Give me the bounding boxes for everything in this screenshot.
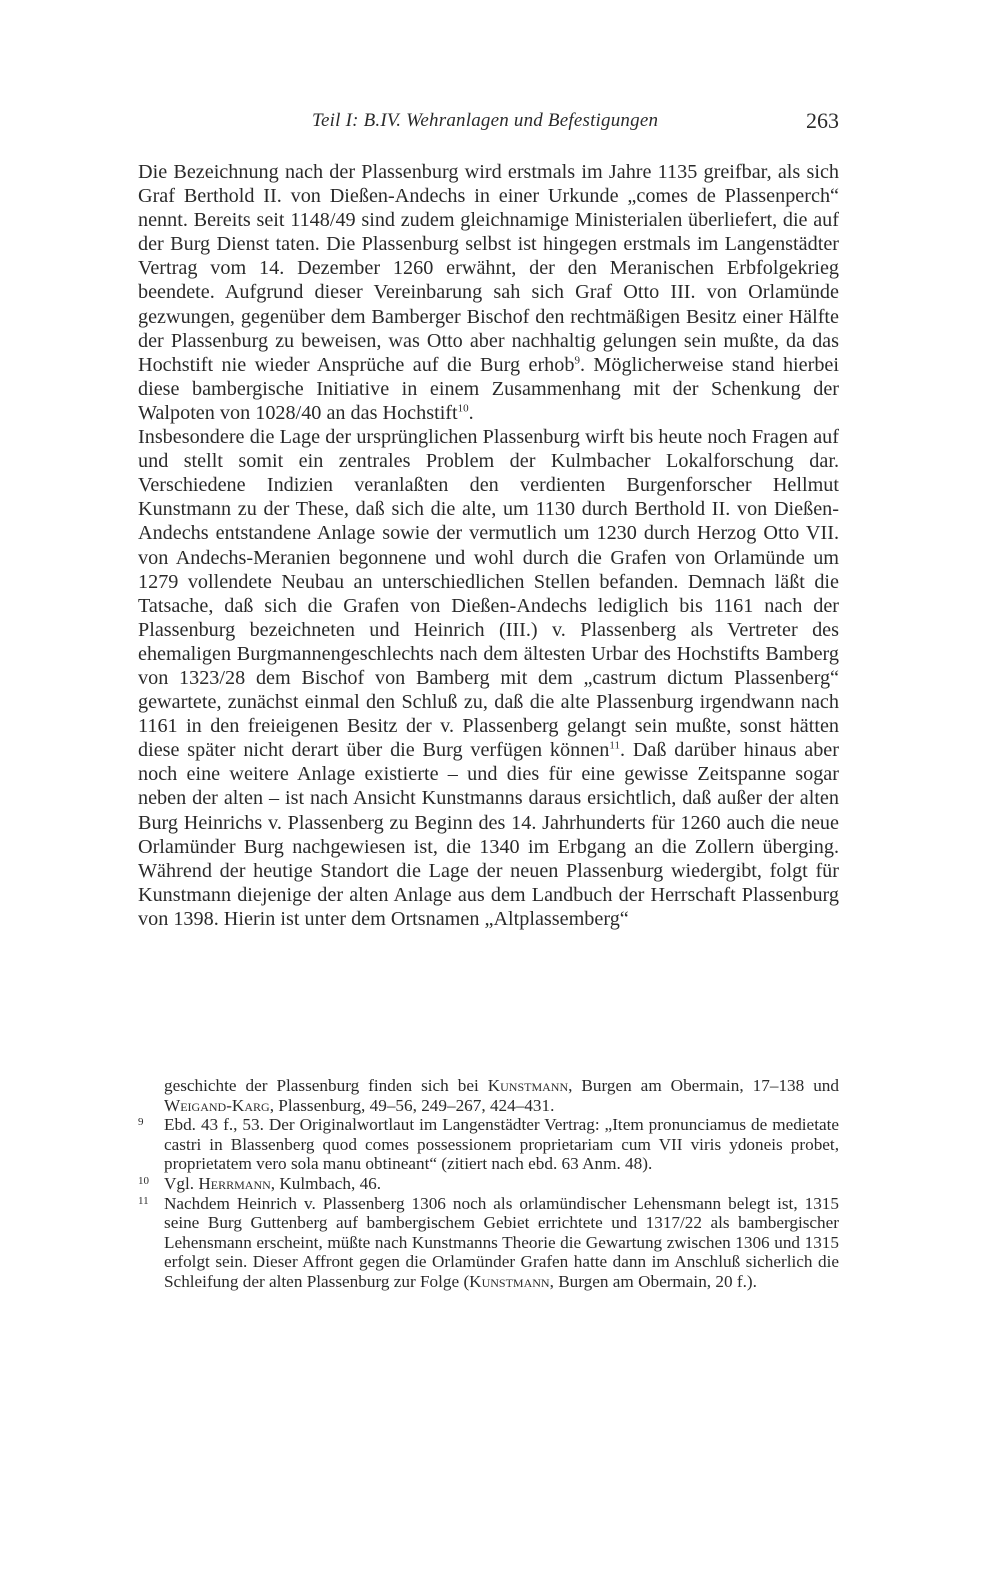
running-head-title: Teil I: B.IV. Wehranlagen und Befestigungen xyxy=(312,110,659,131)
author-name: Weigand-Karg xyxy=(164,1095,270,1115)
footnote-text: Nachdem Heinrich v. Plassenberg 1306 noch als orlamündischer Lehensmann belegt ist, 1315 seine Burg Guttenberg auf bambergischem Gebiet errichtete und 1317/22 als bambergischer Lehensmann erscheint, müßte nach Kunstmanns Theorie die Gewartung zwischen 1306 und 1315 erfolgt sein. Dieser Affront gegen die Orlamünder Grafen hatte dann im Anschluß sicherlich die Schleifung der alten Plassenburg zur Folge ( xyxy=(164,1193,839,1291)
footnote-11 xyxy=(138,1194,839,1292)
body-text xyxy=(138,160,839,931)
footnote-continued-text-3: , Plassenburg, 49–56, 249–267, 424–431. xyxy=(269,1095,555,1115)
page xyxy=(138,110,839,931)
running-head xyxy=(138,110,839,142)
footnote-9 xyxy=(138,1115,839,1174)
footnote-continued-text-1: geschichte der Plassenburg finden sich bei xyxy=(164,1076,488,1095)
paragraph-2 xyxy=(138,425,839,931)
footnote-text: , Burgen am Obermain, 20 f.). xyxy=(549,1271,757,1291)
paragraph-2-text-2: . Daß darüber hinaus aber noch eine weitere Anlage existierte – und dies für eine gewisse Zeitspanne sogar neben der alten – ist nach Ansicht Kunstmanns daraus ersichtlich, daß außer der alten Burg Heinrichs v. Plassenberg zu Beginn des 14. Jahrhunderts für 1260 auch die neue Orlamünder Burg nachgewiesen ist, die 1340 im Erbgang an die Zollern überging. Während der heutige Standort die Lage der neuen Plassenburg wiedergibt, folgt für Kunstmann diejenige der alten Anlage aus dem Landbuch der Herrschaft Plassenburg von 1398. Hierin ist unter dem Ortsnamen „Altplassemberg“ xyxy=(138,739,839,930)
paragraph-1-text-2: . Möglicherweise stand hierbei diese bambergische Initiative in einem Zusammenhang mit der Schenkung der Walpoten von 1028/40 an das Hochstift xyxy=(138,353,839,424)
author-name: Kunstmann xyxy=(487,1076,569,1095)
footnote-continued xyxy=(138,1076,839,1115)
page-number: 263 xyxy=(806,108,839,133)
footnote-text: Ebd. 43 f., 53. Der Originalwortlaut im Langenstädter Vertrag: „Item pronunciamus de medietate castri in Blassenberg quod comes possessionem proprietariam cum VII viris ydoneis probet, proprietatem vero sola manu obtineant“ (zitiert nach ebd. 63 Anm. 48). xyxy=(164,1115,839,1174)
author-name: Kunstmann xyxy=(469,1271,550,1291)
footnote-ref-11[interactable]: 11 xyxy=(609,739,620,752)
paragraph-1 xyxy=(138,160,839,425)
footnote-text: Vgl. xyxy=(164,1173,199,1193)
footnote-number: 10 xyxy=(138,1174,149,1187)
footnotes xyxy=(138,1076,839,1292)
paragraph-2-text-1: Insbesondere die Lage der ursprünglichen Plassenburg wirft bis heute noch Fragen auf und stellt somit ein zentrales Problem der Kulmbacher Lokalforschung dar. Verschiedene Indizien veranlaßten den verdienten Burgenforscher Hellmut Kunstmann zu der These, daß sich die alte, um 1130 durch Berthold II. von Dießen-Andechs entstandene Anlage sowie der vermutlich um 1230 durch Herzog Otto VII. von Andechs-Meranien begonnene und wohl durch die Grafen von Orlamünde um 1279 vollendete Neubau an unterschiedlichen Stellen befanden. Demnach läßt die Tatsache, daß sich die Grafen von Dießen-Andechs lediglich bis 1161 nach der Plassenburg bezeichneten und Heinrich (III.) v. Plassenberg als Vertreter des ehemaligen Burgmannengeschlechts nach dem ältesten Urbar des Hochstifts Bamberg von 1323/28 dem Bischof von Bamberg mit dem „castrum dictum Plassenberg“ gewartete, zunächst einmal den Schluß zu, daß die alte Plassenburg irgendwann nach 1161 in den freieigenen Besitz der v. Plassenberg gelangt sein mußte, sonst hätten diese später nicht derart über die Burg verfügen können xyxy=(138,426,839,762)
footnote-10 xyxy=(138,1174,839,1194)
paragraph-1-text-1: Die Bezeichnung nach der Plassenburg wird erstmals im Jahre 1135 greifbar, als sich Graf Berthold II. von Dießen-Andechs in einer Urkunde „comes de Plassenperch“ nennt. Bereits seit 1148/49 sind zudem gleichnamige Ministerialen überliefert, die auf der Burg Dienst taten. Die Plassenburg selbst ist hingegen erstmals im Langenstädter Vertrag vom 14. Dezember 1260 erwähnt, der den Meranischen Erbfolgekrieg beendete. Aufgrund dieser Vereinbarung sah sich Graf Otto III. von Orlamünde gezwungen, gegenüber dem Bamberger Bischof den rechtmäßigen Besitz einer Hälfte der Plassenburg zu beweisen, was Otto aber nachhaltig gelungen sein mußte, da das Hochstift nie wieder Ansprüche auf die Burg erhob xyxy=(138,161,839,376)
footnote-ref-9[interactable]: 9 xyxy=(574,354,580,367)
paragraph-1-text-3: . xyxy=(468,401,474,424)
footnote-number: 11 xyxy=(138,1194,149,1207)
footnote-ref-10[interactable]: 10 xyxy=(457,402,469,415)
footnote-number: 9 xyxy=(138,1116,144,1129)
footnote-continued-text-2: , Burgen am Obermain, 17–138 und xyxy=(568,1076,839,1095)
footnote-text: , Kulmbach, 46. xyxy=(270,1173,382,1193)
author-name: Herrmann xyxy=(198,1173,271,1193)
